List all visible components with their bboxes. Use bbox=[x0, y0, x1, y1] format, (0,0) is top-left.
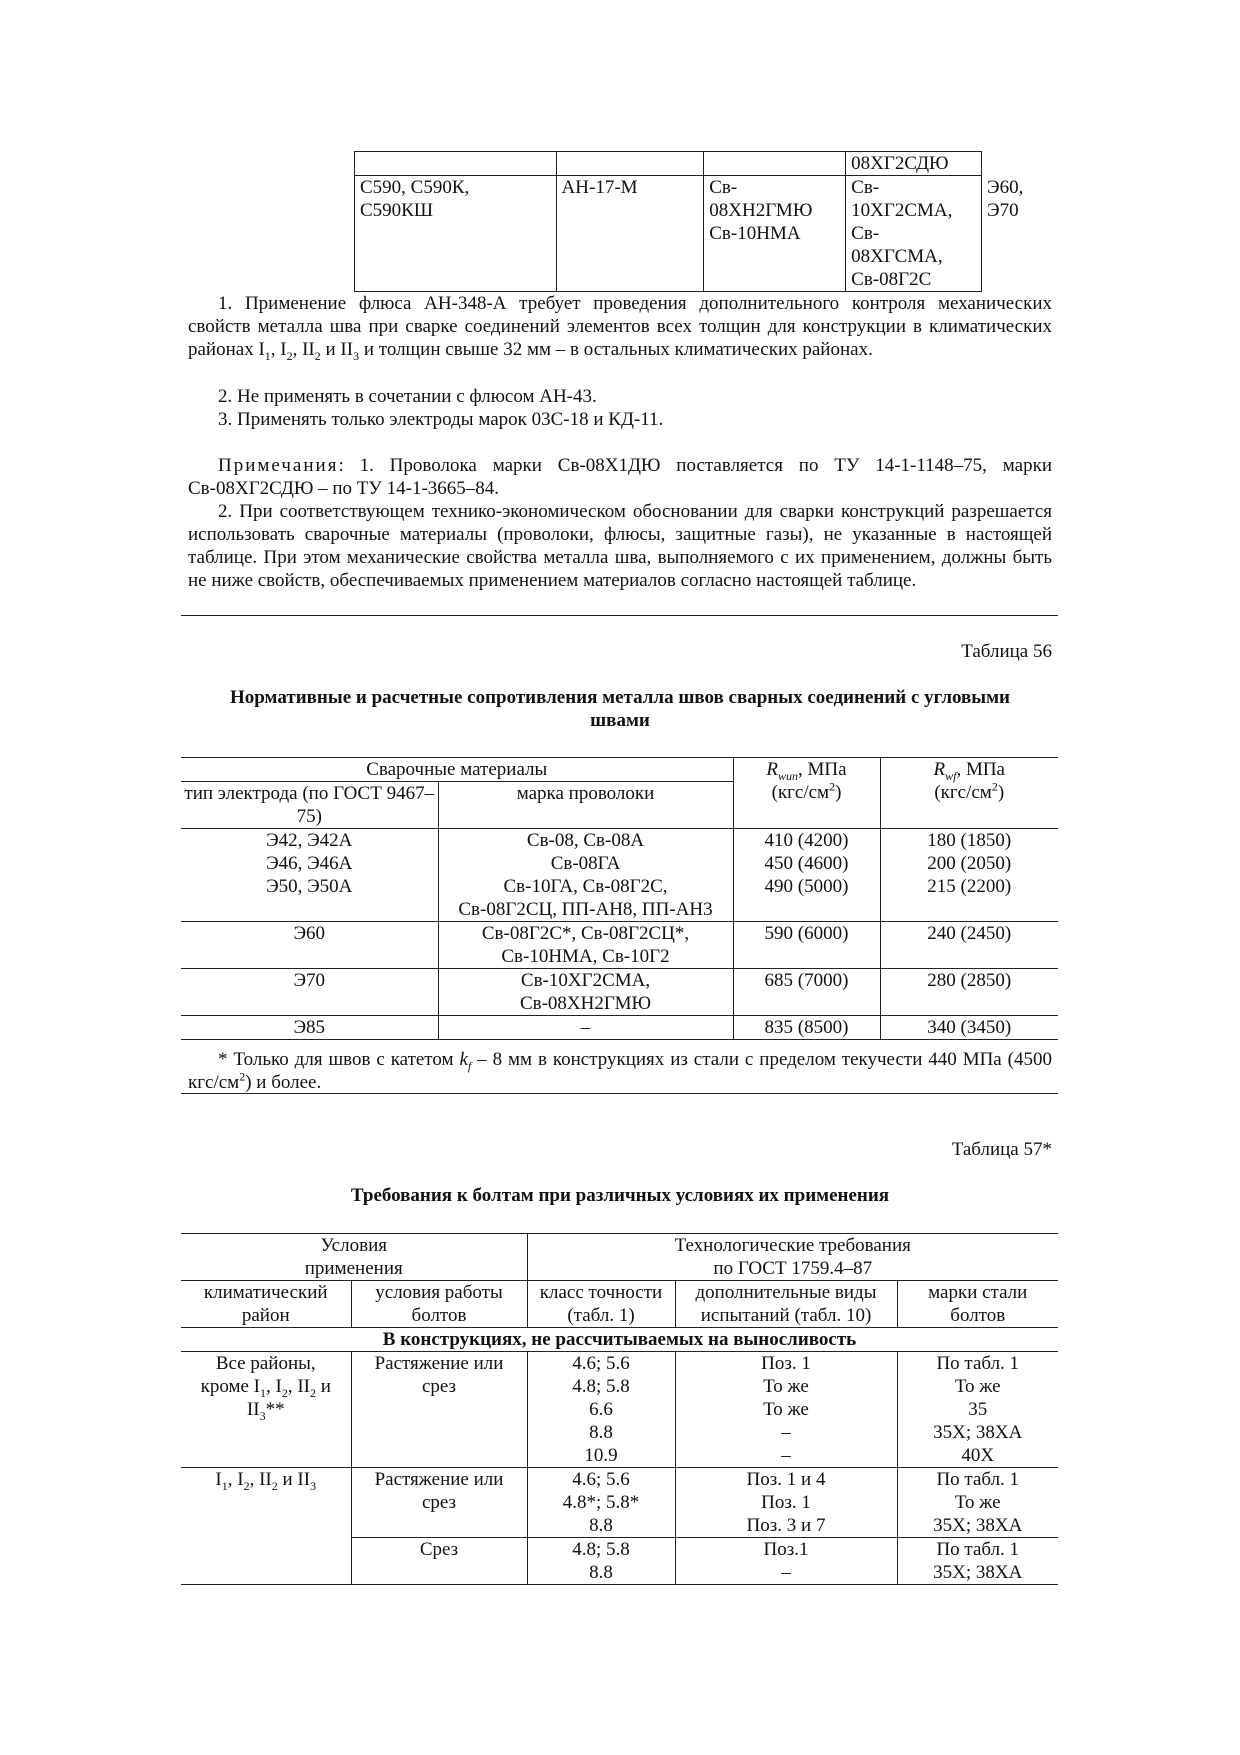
table-cell: 180 (1850) 200 (2050) 215 (2200) bbox=[880, 829, 1058, 922]
table-cell: 340 (3450) bbox=[880, 1016, 1058, 1040]
table-row bbox=[181, 1352, 1058, 1468]
table-56-footnote: * Только для швов с катетом $k_f - 8$ мм в конструкциях из стали с пределом текучести 440 МПа (4500 кгс/$см^2$) и более. bbox=[188, 1049, 1052, 1093]
table-cell: С590, С590К, С590КШ bbox=[355, 176, 557, 292]
table-cell: 685 (7000) bbox=[733, 969, 880, 1016]
header-cell: Условия применения bbox=[181, 1234, 527, 1281]
table-cell: Э60 bbox=[181, 922, 438, 969]
table-cell: Поз.1 – bbox=[675, 1538, 897, 1585]
remark-2: 2. При соответствующем технико-экономическом обосновании для сварки конструкций разрешается использовать сварочные материалы (проволоки, флюсы, защитные газы), не указанные в настоящей таблице. При этом механические свойства металла шва, выполняемого с их применением, должны быть не ниже свойств, обеспечиваемых применением материалов согласно настоящей таблице. bbox=[188, 501, 1052, 591]
table-cell: Э42, Э42А Э46, Э46А Э50, Э50А bbox=[181, 829, 438, 922]
table-cell: Э85 bbox=[181, 1016, 438, 1040]
table-56-label: Таблица 56 bbox=[961, 641, 1052, 662]
table-cell: Св- 08ХН2ГМЮ Св-10НМА bbox=[704, 176, 846, 292]
table-57-title: Требования к болтам при различных условиях их применения bbox=[350, 1185, 890, 1206]
section-heading: В конструкциях, не рассчитываемых на выносливость bbox=[181, 1328, 1058, 1352]
table-cell: – bbox=[438, 1016, 733, 1040]
table-row bbox=[181, 969, 1058, 1016]
table-cell: $I_1$, $I_2$, $II_2$ и $II_3$ bbox=[181, 1468, 351, 1585]
table-header-row bbox=[181, 758, 1058, 782]
table-cell: Растяжение или срез bbox=[351, 1468, 527, 1538]
table-row bbox=[181, 1016, 1058, 1040]
table-cell: 835 (8500) bbox=[733, 1016, 880, 1040]
header-cell: условия работы болтов bbox=[351, 1281, 527, 1328]
table-row bbox=[355, 176, 1044, 292]
header-cell: $R_{wf}$, МПа $(кгс/см^2)$ bbox=[880, 758, 1058, 829]
table-cell: 4.6; 5.6 4.8; 5.8 6.6 8.8 10.9 bbox=[527, 1352, 675, 1468]
header-cell: Технологические требования по ГОСТ 1759.4–87 bbox=[527, 1234, 1058, 1281]
table-cell: По табл. 1 То же 35Х; 38ХА bbox=[897, 1468, 1058, 1538]
table-cell: Св- 10ХГ2СМА, Св- 08ХГСМА, Св-08Г2С bbox=[846, 176, 982, 292]
table-57-label: Таблица 57* bbox=[951, 1139, 1052, 1160]
note-3: 3. Применять только электроды марок 03С-18 и КД-11. bbox=[218, 409, 664, 430]
table-cell: 410 (4200) 450 (4600) 490 (5000) bbox=[733, 829, 880, 922]
table-57 bbox=[181, 1233, 1058, 1585]
divider bbox=[181, 1093, 1058, 1094]
header-cell: тип электрода (по ГОСТ 9467–75) bbox=[181, 782, 438, 829]
note-2: 2. Не применять в сочетании с флюсом АН-43. bbox=[218, 386, 597, 407]
table-header-row bbox=[181, 1234, 1058, 1281]
table-56-title: Нормативные и расчетные сопротивления металла швов сварных соединений с угловыми швами bbox=[230, 687, 1010, 731]
header-cell: климатический район bbox=[181, 1281, 351, 1328]
table-cell: Поз. 1 То же То же – – bbox=[675, 1352, 897, 1468]
header-cell: дополнительные виды испытаний (табл. 10) bbox=[675, 1281, 897, 1328]
table-cell: По табл. 1 То же 35 35Х; 38ХА 40Х bbox=[897, 1352, 1058, 1468]
table-56 bbox=[181, 757, 1058, 1040]
table-cell: Все районы, кроме $I_1$, $I_2$, $II_2$ и $II_3**$ bbox=[181, 1352, 351, 1468]
table-cell: Поз. 1 и 4 Поз. 1 Поз. 3 и 7 bbox=[675, 1468, 897, 1538]
table-row bbox=[181, 922, 1058, 969]
note-1: 1. Применение флюса АН-348-А требует проведения дополнительного контроля механических свойств металла шва при сварке соединений элементов всех толщин для конструкции в климатических районах $I_1$, $I_2$, $II_2$ и $II_3$ и толщин свыше 32 мм – в остальных климатических районах. bbox=[188, 293, 1052, 363]
table-row bbox=[181, 1468, 1058, 1538]
table-cell: Св-08Г2С*, Св-08Г2СЦ*, Св-10НМА, Св-10Г2 bbox=[438, 922, 733, 969]
table-cell: Э70 bbox=[181, 969, 438, 1016]
table-row bbox=[181, 829, 1058, 922]
table-cell: 590 (6000) bbox=[733, 922, 880, 969]
table-cell: Срез bbox=[351, 1538, 527, 1585]
header-cell: марки стали болтов bbox=[897, 1281, 1058, 1328]
remark-1: Примечания: 1. Проволока марки Св-08Х1ДЮ поставляется по ТУ 14-1-1148–75, марки Св-08ХГ2СДЮ – по ТУ 14-1-3665–84. bbox=[188, 455, 1052, 499]
table-cell: 280 (2850) bbox=[880, 969, 1058, 1016]
section-row bbox=[181, 1328, 1058, 1352]
table-cell: АН-17-М bbox=[556, 176, 704, 292]
table-cell: 4.6; 5.6 4.8*; 5.8* 8.8 bbox=[527, 1468, 675, 1538]
table-header-row bbox=[181, 1281, 1058, 1328]
header-cell: марка проволоки bbox=[438, 782, 733, 829]
table-cell: 240 (2450) bbox=[880, 922, 1058, 969]
divider bbox=[181, 615, 1058, 616]
table-cell: Св-10ХГ2СМА, Св-08ХН2ГМЮ bbox=[438, 969, 733, 1016]
header-cell: $R_{wun}$, МПа $(кгс/см^2)$ bbox=[733, 758, 880, 829]
welding-materials-table-fragment bbox=[354, 151, 1044, 292]
table-cell: Растяжение или срез bbox=[351, 1352, 527, 1468]
table-row bbox=[355, 152, 1044, 176]
table-cell: Э60, Э70 bbox=[987, 176, 1024, 221]
table-cell: Св-08, Св-08А Св-08ГА Св-10ГА, Св-08Г2С, Св-08Г2СЦ, ПП-АН8, ПП-АН3 bbox=[438, 829, 733, 922]
table-cell: 4.8; 5.8 8.8 bbox=[527, 1538, 675, 1585]
table-cell: По табл. 1 35Х; 38ХА bbox=[897, 1538, 1058, 1585]
header-cell: класс точности (табл. 1) bbox=[527, 1281, 675, 1328]
header-cell: Сварочные материалы bbox=[181, 758, 733, 782]
table-cell: 08ХГ2СДЮ bbox=[846, 152, 982, 176]
